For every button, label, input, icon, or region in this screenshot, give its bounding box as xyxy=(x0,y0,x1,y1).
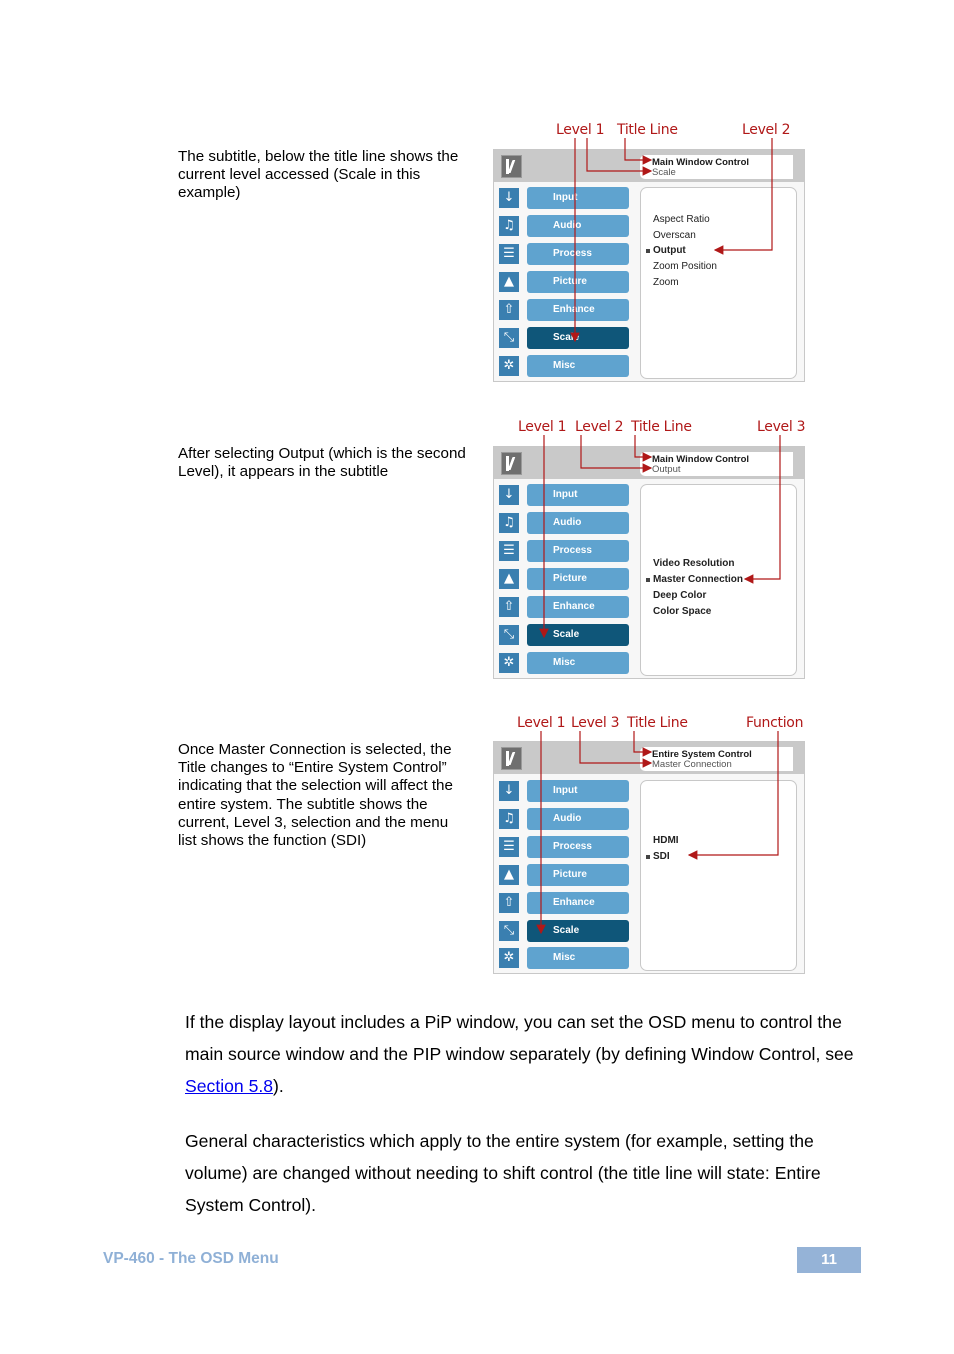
option-output-label: Output xyxy=(653,245,686,256)
options-panel xyxy=(640,484,797,676)
paragraph-pip-window xyxy=(185,1007,855,1102)
option-sdi[interactable] xyxy=(653,851,670,862)
options-panel xyxy=(640,780,797,971)
option-output[interactable] xyxy=(653,245,686,256)
misc-icon: ✲ xyxy=(499,653,519,673)
menu-item-input[interactable]: Input xyxy=(527,780,629,802)
annotation-level-1: Level 1 xyxy=(517,715,566,731)
input-icon: ↓ xyxy=(499,188,519,208)
annotation-level-3: Level 3 xyxy=(757,419,806,435)
scale-icon: ⤡ xyxy=(499,921,519,941)
osd-menu xyxy=(493,741,805,974)
menu-item-scale[interactable]: Scale xyxy=(527,624,629,646)
menu-item-input[interactable]: Input xyxy=(527,484,629,506)
paragraph-pip-text: If the display layout includes a PiP window, you can set the OSD menu to control the main source window and the PIP window separately (by defining Window Control, see xyxy=(185,1012,854,1064)
kramer-logo-icon xyxy=(501,155,522,178)
annotation-level-2: Level 2 xyxy=(742,122,791,138)
options-panel xyxy=(640,187,797,379)
option-zoom-position[interactable]: Zoom Position xyxy=(653,261,717,272)
annotation-function: Function xyxy=(746,715,804,731)
osd-title: Entire System Control xyxy=(652,749,752,760)
paragraph-pip-end: ). xyxy=(273,1075,284,1096)
process-icon: ☰ xyxy=(499,244,519,264)
annotation-level-3: Level 3 xyxy=(571,715,620,731)
annotation-title-line: Title Line xyxy=(617,122,678,138)
option-deep-color[interactable]: Deep Color xyxy=(653,590,707,601)
misc-icon: ✲ xyxy=(499,948,519,968)
input-icon: ↓ xyxy=(499,485,519,505)
figure-3 xyxy=(493,711,808,976)
annotation-title-line: Title Line xyxy=(631,419,692,435)
option-aspect-ratio[interactable]: Aspect Ratio xyxy=(653,214,710,225)
osd-title-box xyxy=(640,747,793,771)
kramer-logo-icon xyxy=(501,747,522,770)
enhance-icon: ⇧ xyxy=(499,597,519,617)
enhance-icon: ⇧ xyxy=(499,300,519,320)
menu-item-input[interactable]: Input xyxy=(527,187,629,209)
menu-item-misc[interactable]: Misc xyxy=(527,947,629,969)
osd-subtitle: Master Connection xyxy=(652,759,732,770)
menu-item-process[interactable]: Process xyxy=(527,836,629,858)
osd-menu xyxy=(493,149,805,382)
osd-subtitle: Scale xyxy=(652,167,676,178)
option-overscan[interactable]: Overscan xyxy=(653,230,696,241)
selection-bullet-icon xyxy=(646,855,650,859)
scale-icon: ⤡ xyxy=(499,625,519,645)
kramer-logo-icon xyxy=(501,452,522,475)
audio-icon: ♫ xyxy=(499,216,519,236)
osd-title-bar xyxy=(494,150,804,182)
menu-item-audio[interactable]: Audio xyxy=(527,808,629,830)
figure-3-description: Once Master Connection is selected, the Title changes to “Entire System Control” indicating that the selection will affect the entire system. The subtitle shows the current, Level 3, selection and the menu list shows the function (SDI) xyxy=(178,741,453,850)
menu-item-scale[interactable]: Scale xyxy=(527,920,629,942)
footer-title: VP-460 - The OSD Menu xyxy=(103,1250,279,1267)
process-icon: ☰ xyxy=(499,541,519,561)
paragraph-general-characteristics: General characteristics which apply to the entire system (for example, setting the volume) are changed without needing to shift control (the title line will state: Entire System Control). xyxy=(185,1131,821,1215)
option-master-connection[interactable] xyxy=(653,574,743,585)
menu-item-process[interactable]: Process xyxy=(527,540,629,562)
osd-title-box xyxy=(640,452,793,476)
audio-icon: ♫ xyxy=(499,809,519,829)
menu-item-misc[interactable]: Misc xyxy=(527,652,629,674)
option-sdi-label: SDI xyxy=(653,851,670,862)
section-5-8-link[interactable]: Section 5.8 xyxy=(185,1075,274,1096)
annotation-level-1: Level 1 xyxy=(556,122,605,138)
menu-item-enhance[interactable]: Enhance xyxy=(527,892,629,914)
menu-item-enhance[interactable]: Enhance xyxy=(527,299,629,321)
osd-menu xyxy=(493,446,805,679)
annotation-level-1: Level 1 xyxy=(518,419,567,435)
figure-1-description: The subtitle, below the title line shows the current level accessed (Scale in this example) xyxy=(178,148,459,202)
osd-title-bar xyxy=(494,742,804,774)
option-master-connection-label: Master Connection xyxy=(653,574,744,585)
enhance-icon: ⇧ xyxy=(499,893,519,913)
menu-item-enhance[interactable]: Enhance xyxy=(527,596,629,618)
menu-item-picture[interactable]: Picture xyxy=(527,568,629,590)
picture-icon: ▲ xyxy=(499,569,519,589)
figure-2-description: After selecting Output (which is the second Level), it appears in the subtitle xyxy=(178,445,466,481)
figure-2 xyxy=(493,415,808,680)
annotation-title-line: Title Line xyxy=(627,715,688,731)
option-video-resolution[interactable]: Video Resolution xyxy=(653,558,735,569)
misc-icon: ✲ xyxy=(499,356,519,376)
scale-icon: ⤡ xyxy=(499,328,519,348)
option-color-space[interactable]: Color Space xyxy=(653,606,712,617)
menu-item-misc[interactable]: Misc xyxy=(527,355,629,377)
menu-item-audio[interactable]: Audio xyxy=(527,512,629,534)
menu-item-scale[interactable]: Scale xyxy=(527,327,629,349)
page-number: 11 xyxy=(797,1247,861,1273)
figure-1 xyxy=(493,118,808,383)
selection-bullet-icon xyxy=(646,249,650,253)
menu-item-picture[interactable]: Picture xyxy=(527,271,629,293)
option-zoom[interactable]: Zoom xyxy=(653,277,679,288)
option-hdmi[interactable]: HDMI xyxy=(653,835,679,846)
osd-title-bar xyxy=(494,447,804,479)
osd-title: Main Window Control xyxy=(652,454,750,465)
osd-title: Main Window Control xyxy=(652,157,750,168)
audio-icon: ♫ xyxy=(499,513,519,533)
osd-subtitle: Output xyxy=(652,464,681,475)
picture-icon: ▲ xyxy=(499,865,519,885)
menu-item-audio[interactable]: Audio xyxy=(527,215,629,237)
annotation-level-2: Level 2 xyxy=(575,419,624,435)
process-icon: ☰ xyxy=(499,837,519,857)
menu-item-picture[interactable]: Picture xyxy=(527,864,629,886)
menu-item-process[interactable]: Process xyxy=(527,243,629,265)
selection-bullet-icon xyxy=(646,578,650,582)
picture-icon: ▲ xyxy=(499,272,519,292)
osd-title-box xyxy=(640,155,793,179)
input-icon: ↓ xyxy=(499,781,519,801)
